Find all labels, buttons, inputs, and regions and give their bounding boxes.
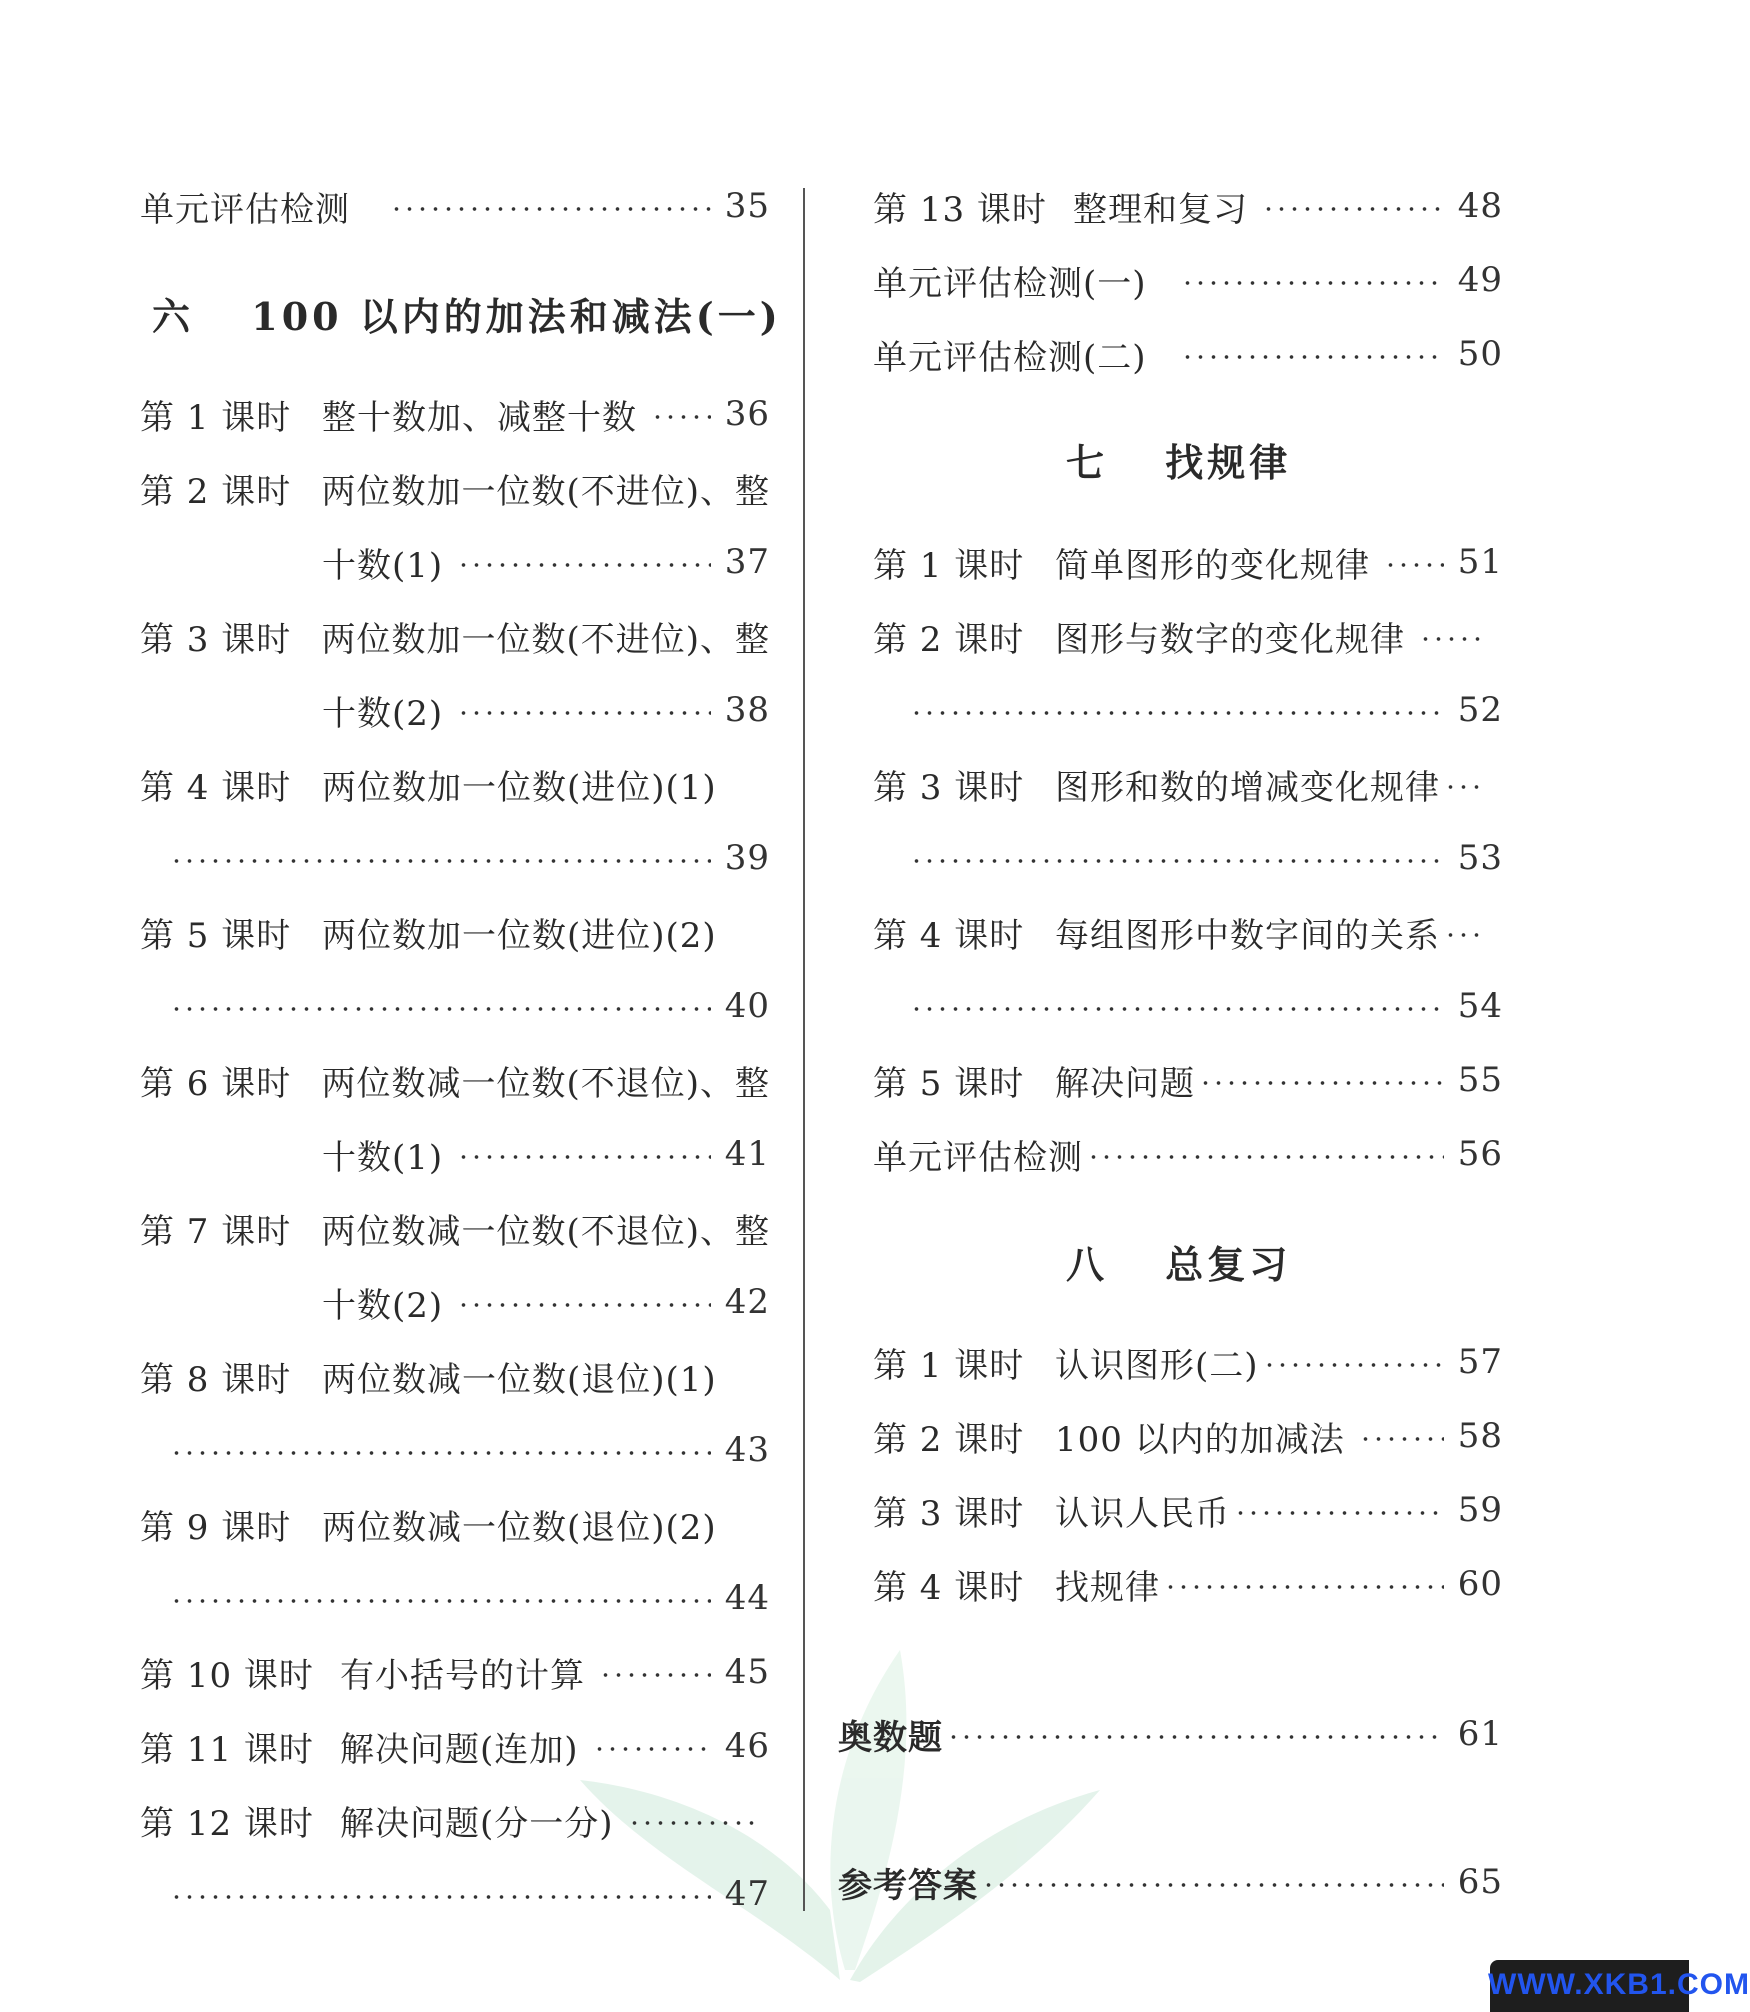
toc-entry-continuation[interactable]	[170, 1420, 770, 1480]
section-title: 100 以内的加法和减法(一)	[251, 294, 782, 339]
entry-title: 单元评估检测	[140, 189, 350, 230]
page-number: 44	[724, 1578, 770, 1618]
entry-title: 单元评估检测	[873, 1137, 1083, 1178]
leader-dots	[910, 711, 1444, 715]
toc-entry-lesson[interactable]	[140, 384, 770, 444]
entry-title-cont: 十数(2)	[322, 693, 444, 734]
toc-entry-lesson[interactable]	[873, 1332, 1503, 1392]
lesson-label: 第 9 课时	[140, 1507, 292, 1548]
section-heading-6	[152, 286, 782, 341]
entry-title: 图形与数字的变化规律	[1055, 619, 1405, 660]
entry-title-cont: 十数(1)	[322, 1137, 444, 1178]
page-number: 37	[724, 542, 770, 582]
lesson-label: 第 2 课时	[873, 619, 1025, 660]
lesson-label: 第 10 课时	[140, 1655, 314, 1696]
entry-title: 简单图形的变化规律	[1055, 545, 1370, 586]
toc-entry-unit-test[interactable]	[140, 176, 770, 236]
lesson-label: 第 1 课时	[140, 397, 292, 438]
entry-title: 两位数加一位数(进位)(2)	[322, 915, 717, 956]
toc-entry-answers[interactable]	[838, 1852, 1503, 1912]
leader-dots	[1087, 1155, 1444, 1159]
page-number: 53	[1457, 838, 1503, 878]
page-number: 40	[724, 986, 770, 1026]
entry-title-cont: 十数(2)	[322, 1285, 444, 1326]
entry-title: 单元评估检测(二)	[873, 337, 1147, 378]
page-number: 54	[1457, 986, 1503, 1026]
entry-title: 每组图形中数字间的关系	[1055, 915, 1440, 956]
page-number: 49	[1457, 260, 1503, 300]
leader-dots	[1181, 281, 1444, 285]
entry-title: 两位数加一位数(不进位)、整	[321, 471, 770, 512]
entry-title: 图形和数的增减变化规律	[1055, 767, 1440, 808]
section-title: 总复习	[1165, 1242, 1292, 1287]
site-badge-text: WWW.XKB1.COM	[1488, 1968, 1750, 2001]
toc-entry-lesson[interactable]	[140, 1790, 770, 1850]
page-number: 59	[1457, 1490, 1503, 1530]
toc-entry-continuation[interactable]	[910, 976, 1503, 1036]
entry-title: 两位数减一位数(不退位)、整	[321, 1063, 770, 1104]
lesson-label: 第 2 课时	[873, 1419, 1025, 1460]
page-number: 65	[1457, 1862, 1503, 1902]
toc-entry-unit-test[interactable]	[873, 324, 1503, 384]
lesson-label: 第 5 课时	[873, 1063, 1025, 1104]
lesson-label: 第 13 课时	[873, 189, 1047, 230]
leader-dots	[651, 415, 711, 419]
entry-title: 参考答案	[838, 1865, 978, 1906]
lesson-label: 第 12 课时	[140, 1803, 314, 1844]
entry-title-cont: 十数(1)	[322, 545, 444, 586]
page-number: 56	[1457, 1134, 1503, 1174]
toc-entry-lesson[interactable]	[873, 754, 1483, 814]
toc-entry-unit-test[interactable]	[873, 1124, 1503, 1184]
leader-dots	[599, 1673, 711, 1677]
toc-entry-lesson[interactable]	[140, 1198, 770, 1258]
entry-title: 解决问题(连加)	[340, 1729, 579, 1770]
section-number: 七	[1066, 440, 1109, 485]
page-number: 61	[1457, 1714, 1503, 1754]
page-number: 47	[724, 1874, 770, 1914]
lesson-label: 第 6 课时	[140, 1063, 292, 1104]
entry-title: 整十数加、减整十数	[322, 397, 637, 438]
leader-dots	[170, 1599, 711, 1603]
toc-entry-continuation[interactable]	[170, 828, 770, 888]
entry-title: 有小括号的计算	[340, 1655, 585, 1696]
section-number: 八	[1066, 1242, 1109, 1287]
leader-dots	[1199, 1081, 1444, 1085]
entry-title: 两位数加一位数(进位)(1)	[322, 767, 717, 808]
entry-title: 两位数减一位数(不退位)、整	[321, 1211, 770, 1252]
section-number: 六	[152, 294, 195, 339]
leader-dots	[1359, 1437, 1444, 1441]
page-number: 57	[1457, 1342, 1503, 1382]
page-number: 48	[1457, 186, 1503, 226]
toc-entry-lesson[interactable]	[140, 606, 770, 666]
leader-dots	[170, 1895, 711, 1899]
toc-entry-lesson[interactable]	[873, 1050, 1503, 1110]
leader-dots	[1444, 785, 1483, 789]
page-number: 43	[724, 1430, 770, 1470]
leader-dots	[170, 1007, 711, 1011]
entry-title: 找规律	[1055, 1567, 1160, 1608]
entry-title: 认识图形(二)	[1055, 1345, 1259, 1386]
page-number: 60	[1457, 1564, 1503, 1604]
toc-entry-lesson[interactable]	[873, 606, 1483, 666]
toc-entry-lesson[interactable]	[140, 1050, 770, 1110]
leader-dots	[1419, 637, 1483, 641]
toc-entry-lesson[interactable]	[873, 902, 1483, 962]
lesson-label: 第 7 课时	[140, 1211, 292, 1252]
leader-dots	[982, 1883, 1444, 1887]
toc-entry-lesson[interactable]	[140, 1494, 770, 1554]
lesson-label: 第 1 课时	[873, 545, 1025, 586]
toc-entry-unit-test[interactable]	[873, 250, 1503, 310]
entry-title: 两位数减一位数(退位)(1)	[322, 1359, 717, 1400]
leader-dots	[1181, 355, 1444, 359]
page-number: 41	[724, 1134, 770, 1174]
leader-dots	[457, 711, 711, 715]
leader-dots	[1164, 1585, 1444, 1589]
lesson-label: 第 11 课时	[140, 1729, 314, 1770]
toc-entry-continuation[interactable]	[322, 680, 770, 740]
toc-entry-continuation[interactable]	[170, 976, 770, 1036]
section-title: 找规律	[1165, 440, 1292, 485]
page-number: 58	[1457, 1416, 1503, 1456]
entry-title: 100 以内的加减法	[1055, 1419, 1345, 1460]
toc-entry-continuation[interactable]	[322, 1124, 770, 1184]
toc-entry-lesson[interactable]	[140, 1642, 770, 1702]
page-number: 42	[724, 1282, 770, 1322]
page-number: 51	[1457, 542, 1503, 582]
leader-dots	[390, 207, 711, 211]
toc-entry-continuation[interactable]	[170, 1864, 770, 1924]
page-number: 52	[1457, 690, 1503, 730]
leader-dots	[910, 1007, 1444, 1011]
page-number: 45	[724, 1652, 770, 1692]
page-number: 39	[724, 838, 770, 878]
toc-entry-lesson[interactable]	[140, 902, 770, 962]
lesson-label: 第 5 课时	[140, 915, 292, 956]
page-number: 46	[724, 1726, 770, 1766]
toc-entry-lesson[interactable]	[140, 754, 770, 814]
entry-title: 认识人民币	[1055, 1493, 1230, 1534]
leader-dots	[170, 859, 711, 863]
entry-title: 单元评估检测(一)	[873, 263, 1147, 304]
toc-entry-lesson[interactable]	[873, 1554, 1503, 1614]
entry-title: 两位数减一位数(退位)(2)	[322, 1507, 717, 1548]
leader-dots	[947, 1735, 1444, 1739]
page-number: 38	[724, 690, 770, 730]
toc-entry-lesson[interactable]	[140, 458, 770, 518]
lesson-label: 第 4 课时	[140, 767, 292, 808]
toc-entry-continuation[interactable]	[910, 680, 1503, 740]
entry-title: 解决问题(分一分)	[340, 1803, 614, 1844]
section-heading-7	[1066, 432, 1291, 487]
leader-dots	[1384, 563, 1444, 567]
lesson-label: 第 1 课时	[873, 1345, 1025, 1386]
toc-entry-continuation[interactable]	[170, 1568, 770, 1628]
lesson-label: 第 4 课时	[873, 1567, 1025, 1608]
leader-dots	[1444, 933, 1483, 937]
leader-dots	[910, 859, 1444, 863]
leader-dots	[457, 1303, 711, 1307]
leader-dots	[457, 563, 711, 567]
entry-title: 整理和复习	[1073, 189, 1248, 230]
toc-entry-continuation[interactable]	[910, 828, 1503, 888]
leader-dots	[593, 1747, 711, 1751]
toc-entry-lesson[interactable]	[140, 1346, 770, 1406]
leader-dots	[1262, 207, 1444, 211]
toc-entry-lesson[interactable]	[873, 532, 1503, 592]
leader-dots	[1263, 1363, 1444, 1367]
toc-entry-continuation[interactable]	[322, 1272, 770, 1332]
lesson-label: 第 3 课时	[140, 619, 292, 660]
page-number: 50	[1457, 334, 1503, 374]
toc-entry-lesson[interactable]	[140, 1716, 770, 1776]
toc-entry-lesson[interactable]	[873, 1480, 1503, 1540]
leader-dots	[1234, 1511, 1444, 1515]
entry-title: 两位数加一位数(不进位)、整	[321, 619, 770, 660]
column-divider	[803, 188, 805, 1911]
leader-dots	[628, 1821, 756, 1825]
lesson-label: 第 3 课时	[873, 1493, 1025, 1534]
page-number: 36	[724, 394, 770, 434]
lesson-label: 第 8 课时	[140, 1359, 292, 1400]
leader-dots	[170, 1451, 711, 1455]
page-number: 55	[1457, 1060, 1503, 1100]
page-number: 35	[724, 186, 770, 226]
lesson-label: 第 4 课时	[873, 915, 1025, 956]
leader-dots	[457, 1155, 711, 1159]
toc-entry-lesson[interactable]	[873, 1406, 1503, 1466]
toc-entry-lesson[interactable]	[873, 176, 1503, 236]
toc-entry-olympiad[interactable]	[838, 1704, 1503, 1764]
toc-entry-continuation[interactable]	[322, 532, 770, 592]
lesson-label: 第 2 课时	[140, 471, 292, 512]
entry-title: 解决问题	[1055, 1063, 1195, 1104]
lesson-label: 第 3 课时	[873, 767, 1025, 808]
section-heading-8	[1066, 1234, 1291, 1289]
entry-title: 奥数题	[838, 1717, 943, 1758]
